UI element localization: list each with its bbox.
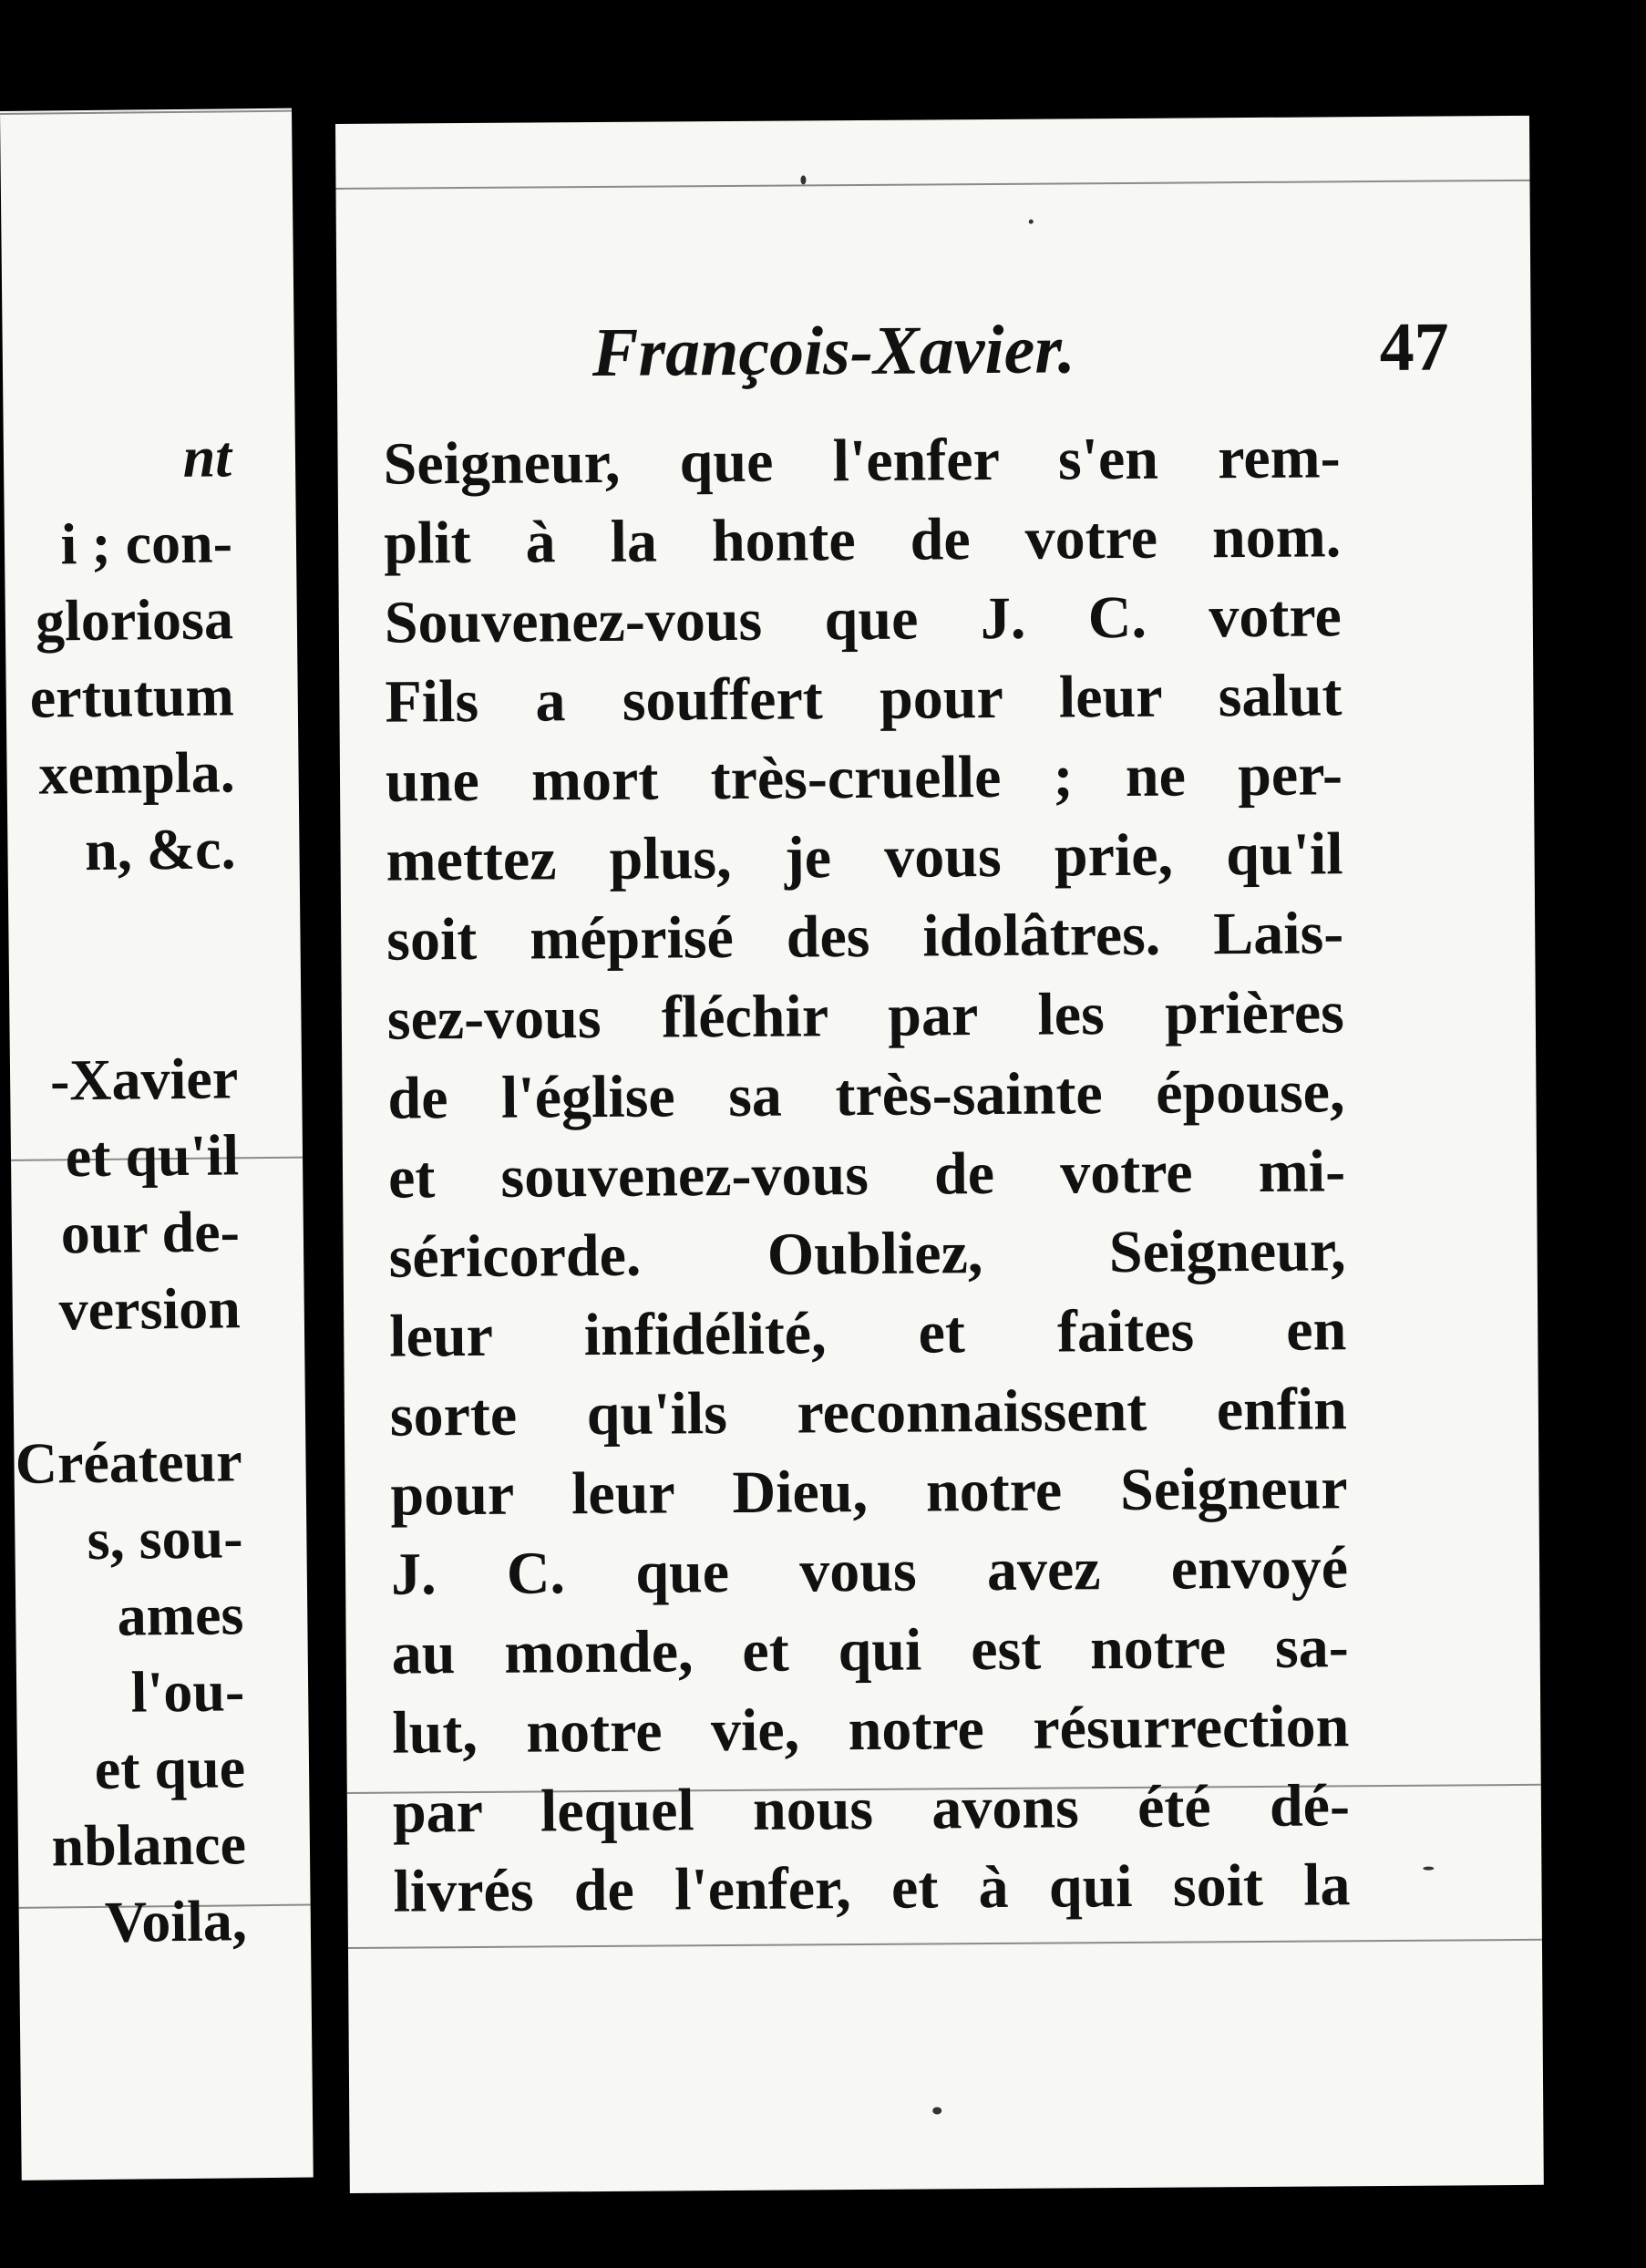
- body-line: au monde, et qui est notre sa-: [391, 1613, 1349, 1687]
- ink-speck: [800, 175, 806, 184]
- body-line: leur infidélité, et faites en: [389, 1296, 1347, 1370]
- page-number: 47: [1379, 308, 1450, 387]
- body-line: pour leur Dieu, notre Seigneur: [390, 1455, 1348, 1529]
- body-line: par lequel nous avons été dé-: [392, 1772, 1351, 1846]
- left-page-line: Voila,: [104, 1888, 248, 1954]
- left-page-gap: [14, 1346, 242, 1426]
- body-line: J. C. que vous avez envoyé: [390, 1534, 1349, 1608]
- left-page-line: i ; con-: [60, 510, 233, 577]
- ink-speck: [1423, 1867, 1434, 1871]
- page-rule-bottom: [348, 1939, 1542, 1949]
- body-line: et souvenez-vous de votre mi-: [387, 1138, 1346, 1211]
- ink-speck: [932, 2107, 941, 2114]
- left-page-line: s, sou-: [87, 1505, 243, 1572]
- running-title: François-Xavier.: [592, 311, 1075, 392]
- left-page: [0, 108, 314, 2180]
- body-line: livrés de l'enfer, et à qui soit la: [393, 1851, 1351, 1925]
- left-page-line: -Xavier: [49, 1046, 239, 1113]
- left-page-line: Créateur: [15, 1428, 242, 1496]
- left-page-line: xempla.: [38, 739, 235, 807]
- running-header: [592, 307, 1449, 405]
- body-line: soit méprisé des idolâtres. Lais-: [386, 900, 1344, 974]
- page-rule-top: [335, 180, 1529, 190]
- left-page-gap: [10, 964, 238, 1043]
- body-line: séricorde. Oubliez, Seigneur,: [388, 1217, 1346, 1291]
- body-line: lut, notre vie, notre résurrection: [392, 1693, 1350, 1767]
- left-page-line: our de-: [60, 1199, 241, 1266]
- left-page-line: et que: [94, 1735, 246, 1802]
- body-line: de l'église sa très-sainte épouse,: [387, 1058, 1345, 1132]
- body-line: une mort très-cruelle ; ne per-: [385, 741, 1343, 815]
- left-page-line: nblance: [51, 1811, 247, 1879]
- left-page-text: [5, 418, 247, 1962]
- left-page-line: ames: [117, 1582, 244, 1648]
- body-line: sez-vous fléchir par les prières: [386, 979, 1345, 1053]
- left-page-line: version: [58, 1275, 242, 1343]
- left-page-line: n, &c.: [84, 816, 236, 883]
- body-line: Fils a souffert pour leur salut: [385, 662, 1343, 736]
- body-line: plit à la honte de votre nom.: [383, 503, 1342, 577]
- body-line: mettez plus, je vous prie, qu'il: [386, 820, 1343, 894]
- body-line: Seigneur, que l'enfer s'en rem-: [383, 424, 1341, 498]
- left-page-line: gloriosa: [35, 586, 234, 654]
- body-text: [383, 418, 1351, 1931]
- body-line: Souvenez-vous que J. C. votre: [384, 582, 1343, 656]
- ink-speck: [1029, 220, 1034, 224]
- body-line: sorte qu'ils reconnaissent enfin: [389, 1376, 1348, 1449]
- left-page-line: ertutum: [29, 663, 235, 730]
- page-rule-top: [0, 110, 292, 115]
- right-page: [335, 116, 1544, 2193]
- left-page-gap: [9, 887, 237, 966]
- left-page-line: et qu'il: [65, 1122, 240, 1190]
- left-page-line: nt: [182, 424, 232, 490]
- left-page-line: l'ou-: [130, 1658, 245, 1725]
